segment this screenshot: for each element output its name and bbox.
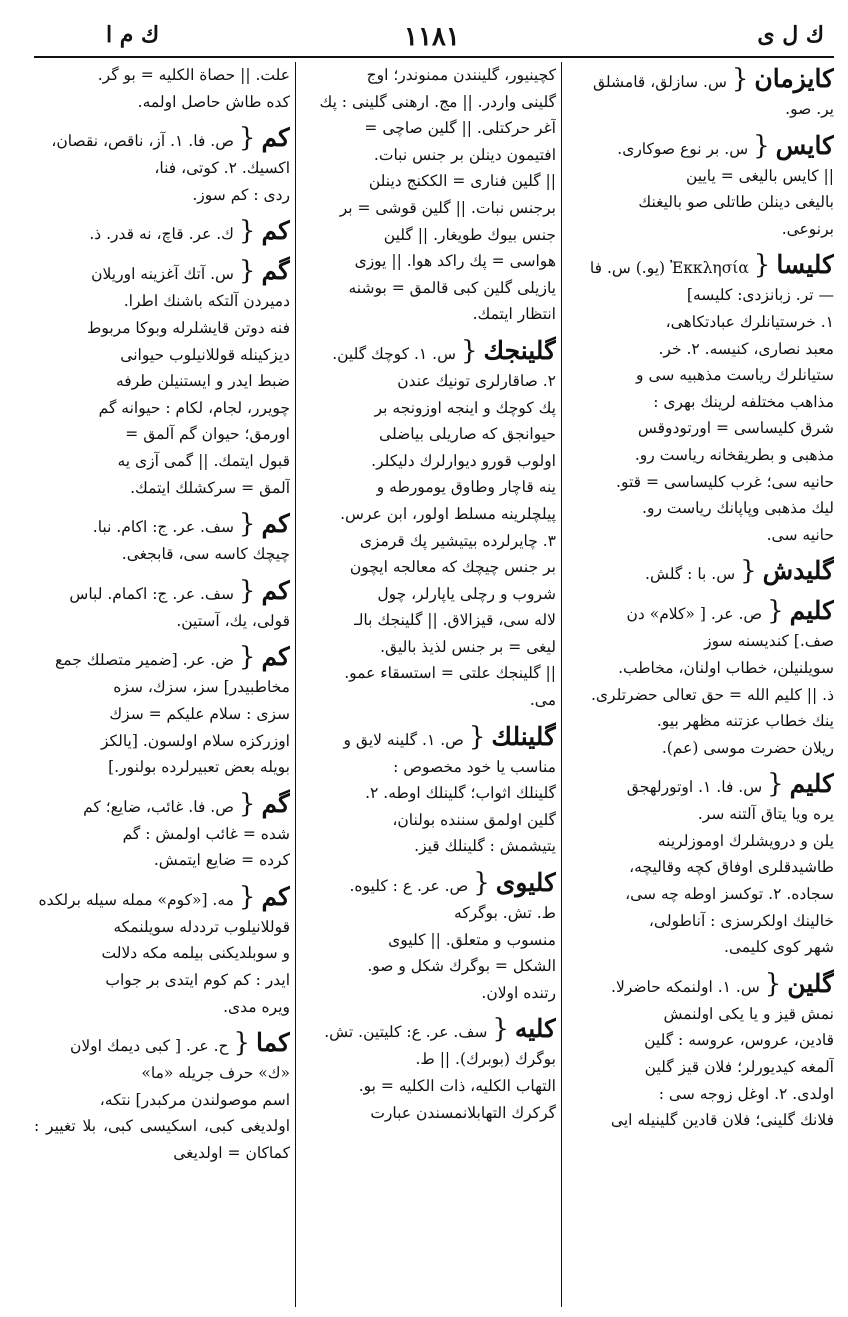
entry-line: مى. [529,691,556,710]
entry-line: آغر حركتلى. || گلين صاچى = [364,119,556,138]
entry-line: منسوب و متعلق. || كليوى [388,930,556,949]
entry-line: و سوبلديكنى بيلمه مكه دلالت [101,944,290,963]
entry-line: يره ويا يتاق آلتنه سر. [697,805,834,824]
entry-line: بر جنس چيچك كه معالجه ايچون [349,558,556,577]
entry-line: ١. خرستيانلرك عبادتكاهى، [665,312,834,331]
entry-line: برجنس نبات. || گلين قوشى = بر [339,198,556,217]
brace-icon: { [753,130,770,161]
entry-line: برنوعى. [781,219,834,238]
entry-line: فلانك گلينى؛ فلان قادين گلينيله ايى [610,1111,834,1130]
entry-line: بويله بعض تعبيرلرده بولنور.] [108,758,290,777]
entry-line: س. آتك آغزينه اوريلان [91,265,234,284]
brace-icon: { [767,769,784,800]
brace-icon: { [753,250,771,281]
entry-line: خالينك اولكرسزى : آناطولى، [648,911,834,930]
dictionary-entry [566,248,834,548]
entry-line: قوللانيلوب ترددله سويلنمكه [113,917,290,936]
brace-icon: { [764,968,782,999]
brace-icon: { [233,1028,251,1059]
dictionary-entry [566,554,834,588]
entry-line: ريلان حضرت موسى (عم). [661,738,834,757]
entry-line: ص. فا. غائب، ضايع؛ كم [83,797,234,816]
entry-line: طاشيدقلرى اوفاق كچه وقاليچه، [629,858,834,877]
dictionary-entry [34,254,290,501]
entry-line: ليغى = بر جنس لذيذ باليق. [380,637,556,656]
entry-line: حيوانجق كه صاريلى بياضلى [379,425,556,444]
entry-line: || گلين فنارى = الككنج دينلن [368,172,556,191]
entry-line: يتيشمش : گلينلك قيز. [414,837,556,856]
entry-line: سف. عر. ج: اكمام. لباس [69,584,234,603]
entry-line: س. با : گلش. [645,565,736,584]
brace-icon: { [460,335,478,366]
entry-line: چويرر، لجام، لكام : حيوانه گم [98,398,290,417]
entry-line: هواسى = پك راكد هوا. || يوزى [354,252,556,271]
entry-line: آلمق = سركشلك ايتمك. [130,478,290,497]
brace-icon: { [238,881,256,912]
entry-line: س. ١. اولنمكه حاضرلا. [611,977,760,996]
dictionary-entry [300,866,556,1006]
entry-line: مذهبى و بطريقخانه رياست رو. [634,445,834,464]
entry-line: بوگرك (بوبرك). || ط. [415,1050,556,1069]
dictionary-entry [566,967,834,1134]
entry-line: ينه قاچار وطاوق يومورطه و [376,478,556,497]
dictionary-entry [300,1012,556,1126]
entry-line: گلينلك اثواب؛ گلينلك اوطه. ٢. [365,784,556,803]
entry-line: پيلچلرينه مسلط اولور، ابن عرس. [340,504,556,523]
entry-line: نمش قيز و يا يكى اولنمش [663,1004,834,1023]
entry-headword: كايزمان [754,64,834,93]
entry-headword: كم [261,575,290,605]
dictionary-entry [300,334,556,714]
entry-headword: كم [261,509,290,539]
entry-line: علت. || حصاة الكليه = بو گر. [97,66,290,84]
entry-headword: كما [256,1028,290,1058]
entry-line: ايدر : كم كوم ايتدى بر جواب [105,971,290,990]
entry-line: ٣. چايرلرده بيتيشير پك قرمزى [359,531,556,550]
entry-line: س. فا. ١. اوتورلهجق [626,778,763,797]
dictionary-entry [34,640,290,780]
entry-line: ك. عر. قاچ، نه قدر. ذ. [89,225,234,244]
dictionary-entry [300,720,556,860]
entry-line: Ἐκκλησία (يو.) س. فا [589,259,749,278]
entry-line: اكسيك. ٢. كوتى، فنا، [154,159,290,178]
entry-line: كده طاش حاصل اولمه. [137,92,290,111]
entry-line: كرده = ضايع ايتمش. [153,851,290,870]
entry-line: چيچك كاسه سى، قابجغى. [121,545,290,564]
entry-line: شده = غائب اولمش : گم [122,824,290,843]
entry-headword: كليسا [776,250,834,280]
entry-headword: كم [261,123,290,153]
dictionary-entry [34,507,290,568]
dictionary-entry [34,1026,290,1166]
dictionary-entry [566,62,834,123]
column-right [566,62,834,1307]
entry-line: يازيلى گلين كبى قالمق = بوشنه [348,278,556,297]
entry-line: ص. فا. ١. آز، ناقص، نقصان، [51,132,234,151]
entry-line: آلمغه كيديورلر؛ فلان قيز گلين [644,1058,834,1077]
header-section-letters: ك ل ى [757,22,824,48]
header-next-letters: ك م ا [106,22,160,48]
dictionary-entry [566,594,834,761]
dictionary-entry [34,880,290,1020]
entry-headword: كليه [514,1014,556,1044]
entry-line: ض. عر. [ضمير متصلك جمع [55,651,234,670]
dictionary-entry-continued [300,62,556,328]
dictionary-entry [34,574,290,635]
entry-line: قولى، يك، آستين. [176,611,290,630]
entry-line: سف. عر. ج: اكام. نبا. [92,518,234,537]
entry-line: جنس بيوك طويغار. || گلين [383,225,556,244]
brace-icon: { [767,596,784,627]
entry-line: — تر. زبانزدى: كليسه] [686,286,834,305]
entry-line: مناسب يا خود مخصوص : [393,757,556,776]
entry-line: ليك مذهبى وپاپانك رياست رو. [642,499,834,518]
entry-line: س. بر نوع صوكارى. [617,139,749,158]
entry-line: ينك خطاب عزتنه مظهر بيو. [656,712,834,731]
entry-line: معبد نصارى، كنيسه. ٢. خر. [658,339,834,358]
entry-line: دميردن آلتكه باشنك اطرا. [123,292,290,311]
entry-headword: كم [261,642,290,672]
brace-icon: { [731,64,749,94]
entry-headword: گلين [787,968,834,998]
entry-line: اولديغى كبى، اسكيسى كبى، بلا تغيير : كماكان = اولديغى [34,1117,290,1163]
entry-headword: كايس [775,130,834,160]
brace-icon: { [468,721,486,752]
entry-line: ص. عر. [ «كلام» دن [626,605,763,624]
column-divider-right [561,62,562,1307]
dictionary-entry [566,767,834,961]
column-middle [300,62,556,1307]
entry-line: اولوب قورو ديوارلرك دليكلر. [371,451,556,470]
entry-line: مه. [«كوم» ممله سيله برلكده [38,890,234,909]
entry-line: التهاب الكليه، ذات الكليه = بو. [358,1077,556,1095]
entry-line: كچينيور، گلينندن ممنوندر؛ اوج [366,66,556,84]
entry-line: ضبط ايدر و ايستنيلن طرفه [115,372,290,391]
entry-line: س. ١. كوچك گلين. [332,344,457,363]
dictionary-entry [34,787,290,874]
entry-headword: گلينلك [491,721,556,751]
dictionary-entry [34,121,290,208]
dictionary-entry-continued [34,62,290,115]
column-left [34,62,290,1307]
brace-icon: { [492,1014,509,1045]
entry-line: لاله سى، قيزالاق. || گلينجك بالـ [354,611,556,630]
entry-line: شهر كوى كليمى. [723,938,834,957]
entry-line: || كايس باليغى = يايين [686,166,834,185]
entry-line: گركرك التهابلانمسندن عبارت [370,1103,556,1122]
entry-line: فنه دوتن قايشلرله وبوكا مربوط [86,318,290,337]
entry-headword: گم [261,788,290,818]
entry-line: باليغى دينلن طاتلى صو باليغنك [638,193,834,212]
dictionary-entry [34,214,290,248]
header-rule [34,56,834,58]
entry-line: ط. تش. بوگركه [453,904,556,923]
entry-line: افتيمون دينلن بر جنس نبات. [373,145,556,164]
entry-line: قبول ايتمك. || گمى آزى يه [117,451,290,470]
entry-line: ص. ١. گلينه لايق و [343,730,464,749]
entry-line: يلن و درويشلرك اوموزلرينه [657,831,834,850]
entry-line: الشكل = بوگرك شكل و صو. [367,957,556,976]
entry-line: || گلينجك علتى = استسقاء عمو. [344,664,556,683]
entry-line: پك كوچك و اينجه اوزونجه بر [374,398,556,417]
entry-headword: كليم [789,769,834,799]
brace-icon: { [238,509,256,540]
page-number: ١١٨١ [404,22,460,52]
brace-icon: { [238,256,256,287]
entry-headword: كليوى [495,868,556,898]
brace-icon: { [740,556,757,587]
entry-line: ديزكينله قوللانيلوب حيوانى [120,345,290,364]
column-divider-left [295,62,296,1307]
entry-line: صف.] كنديسنه سوز [704,632,834,651]
entry-headword: كم [261,216,290,246]
entry-line: رتنده اولان. [481,983,556,1002]
entry-line: ص. عر. ع : كليوه. [349,877,469,896]
brace-icon: { [238,642,256,673]
entry-line: قادين، عروس، عروسه : گلين [644,1031,834,1050]
brace-icon: { [238,123,256,154]
brace-icon: { [238,216,256,247]
entry-line: مخاطبيدر] سز، سزك، سزه [113,678,290,697]
entry-line: حانيه سى؛ غرب كليساسى = قتو. [616,472,834,491]
entry-line: شرق كليساسى = اورتودوقس [637,419,834,438]
entry-headword: گم [261,256,290,286]
entry-line: ذ. || كليم الله = حق تعالى حضرتلرى. [590,685,834,704]
entry-line: مذاهب مختلفه لرينك بهرى : [653,392,834,411]
entry-line: اورمق؛ حيوان گم آلمق = [125,425,290,444]
brace-icon: { [238,788,256,819]
entry-line: اوزركزه سلام اولسون. [يالكز [100,731,290,750]
entry-line: سويلنيلن، خطاب اولنان، مخاطب. [618,658,834,677]
entry-headword: كليم [789,596,834,626]
entry-headword: گلينجك [483,335,556,365]
entry-line: ردى : كم سوز. [192,185,290,204]
brace-icon: { [473,868,490,899]
entry-line: س. سازلق، قامشلق [593,73,727,91]
entry-line: اولدى. ٢. اوغل زوجه سى : [658,1084,834,1103]
entry-line: اسم موصولندن مركبدر] نتكه، [99,1090,290,1109]
entry-line: شروب و رچلى ياپارلر، چول [377,584,556,603]
entry-headword: كم [261,881,290,911]
entry-line: گلينى واردر. || مج. ارهنى گلينى : پك [319,92,556,111]
page-header [34,22,834,52]
entry-line: ستيانلرك رياست مذهبيه سى و [636,366,834,385]
entry-line: سف. عر. ع: كليتين. تش. [324,1023,488,1042]
entry-line: انتظار ايتمك. [472,305,556,324]
brace-icon: { [238,575,256,606]
entry-line: سزى : سلام عليكم = سزك [109,704,290,723]
entry-line: ٢. صاقارلرى تونيك عندن [397,371,556,390]
entry-line: ح. عر. [ كبى ديمك اولان [69,1037,229,1056]
dictionary-entry [566,129,834,243]
entry-line: سجاده. ٢. توكسز اوطه چه سى، [625,885,834,904]
entry-line: ويره مدى. [223,997,290,1016]
entry-line: «ك» حرف جريله «ما» [141,1064,290,1083]
entry-line: گلين اولمق سننده بولنان، [392,810,556,829]
entry-headword: گليدش [762,556,834,586]
entry-line: حانيه سى. [766,525,834,544]
entry-line: ير. صو. [785,100,834,118]
